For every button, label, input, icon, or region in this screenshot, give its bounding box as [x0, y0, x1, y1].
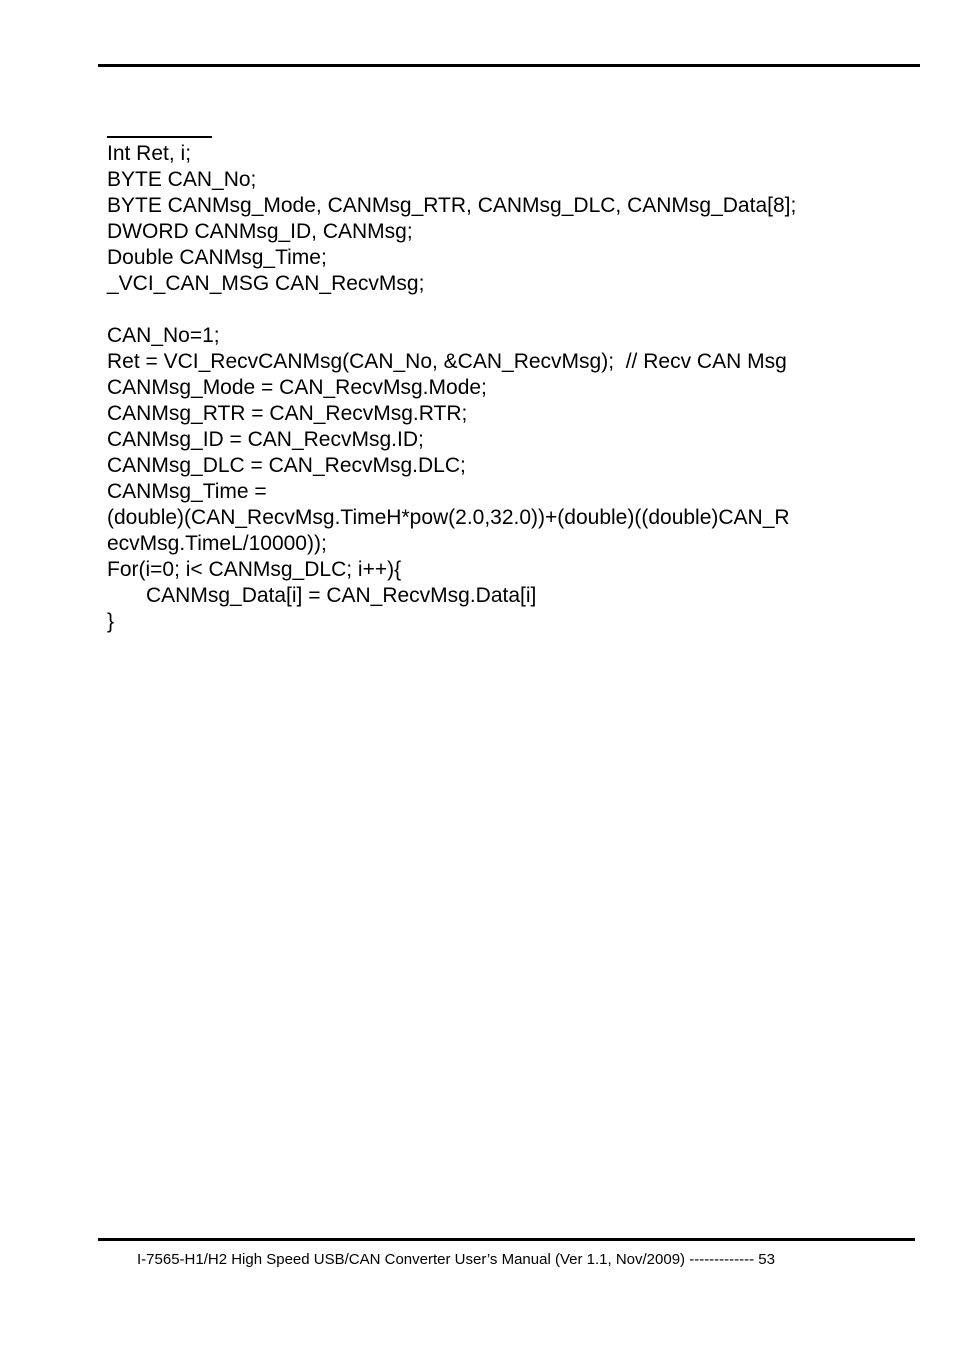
code-line-statement: ecvMsg.TimeL/10000));	[107, 532, 327, 555]
footer-rule	[98, 1238, 915, 1241]
code-line-statement: For(i=0; i< CANMsg_DLC; i++){	[107, 558, 402, 581]
code-line-declaration: _VCI_CAN_MSG CAN_RecvMsg;	[107, 272, 425, 295]
code-example	[107, 141, 867, 635]
code-line-closing-brace: }	[107, 610, 115, 633]
code-line-statement: CANMsg_DLC = CAN_RecvMsg.DLC;	[107, 454, 466, 477]
code-line-loop-body: CANMsg_Data[i] = CAN_RecvMsg.Data[i]	[146, 584, 537, 607]
code-line-statement: CANMsg_Time =	[107, 480, 267, 503]
code-line-declaration: BYTE CAN_No;	[107, 168, 257, 191]
page-footer: I-7565-H1/H2 High Speed USB/CAN Converter User’s Manual (Ver 1.1, Nov/2009) ------------- 53	[137, 1251, 775, 1268]
code-line-declaration: Double CANMsg_Time;	[107, 246, 327, 269]
code-line-statement: Ret = VCI_RecvCANMsg(CAN_No, &CAN_RecvMsg); // Recv CAN Msg	[107, 350, 787, 373]
header-rule	[98, 64, 920, 67]
example-label-underline	[107, 136, 212, 138]
code-blank-line	[107, 297, 867, 323]
code-line-statement: CANMsg_Mode = CAN_RecvMsg.Mode;	[107, 376, 487, 399]
code-line-declaration: Int Ret, i;	[107, 142, 192, 165]
code-line-statement: CANMsg_ID = CAN_RecvMsg.ID;	[107, 428, 424, 451]
code-line-declaration: BYTE CANMsg_Mode, CANMsg_RTR, CANMsg_DLC, CANMsg_Data[8];	[107, 194, 797, 217]
code-line-statement: (double)(CAN_RecvMsg.TimeH*pow(2.0,32.0))+(double)((double)CAN_R	[107, 506, 790, 529]
code-line-statement: CAN_No=1;	[107, 324, 220, 347]
code-line-declaration: DWORD CANMsg_ID, CANMsg;	[107, 220, 413, 243]
code-line-statement: CANMsg_RTR = CAN_RecvMsg.RTR;	[107, 402, 468, 425]
